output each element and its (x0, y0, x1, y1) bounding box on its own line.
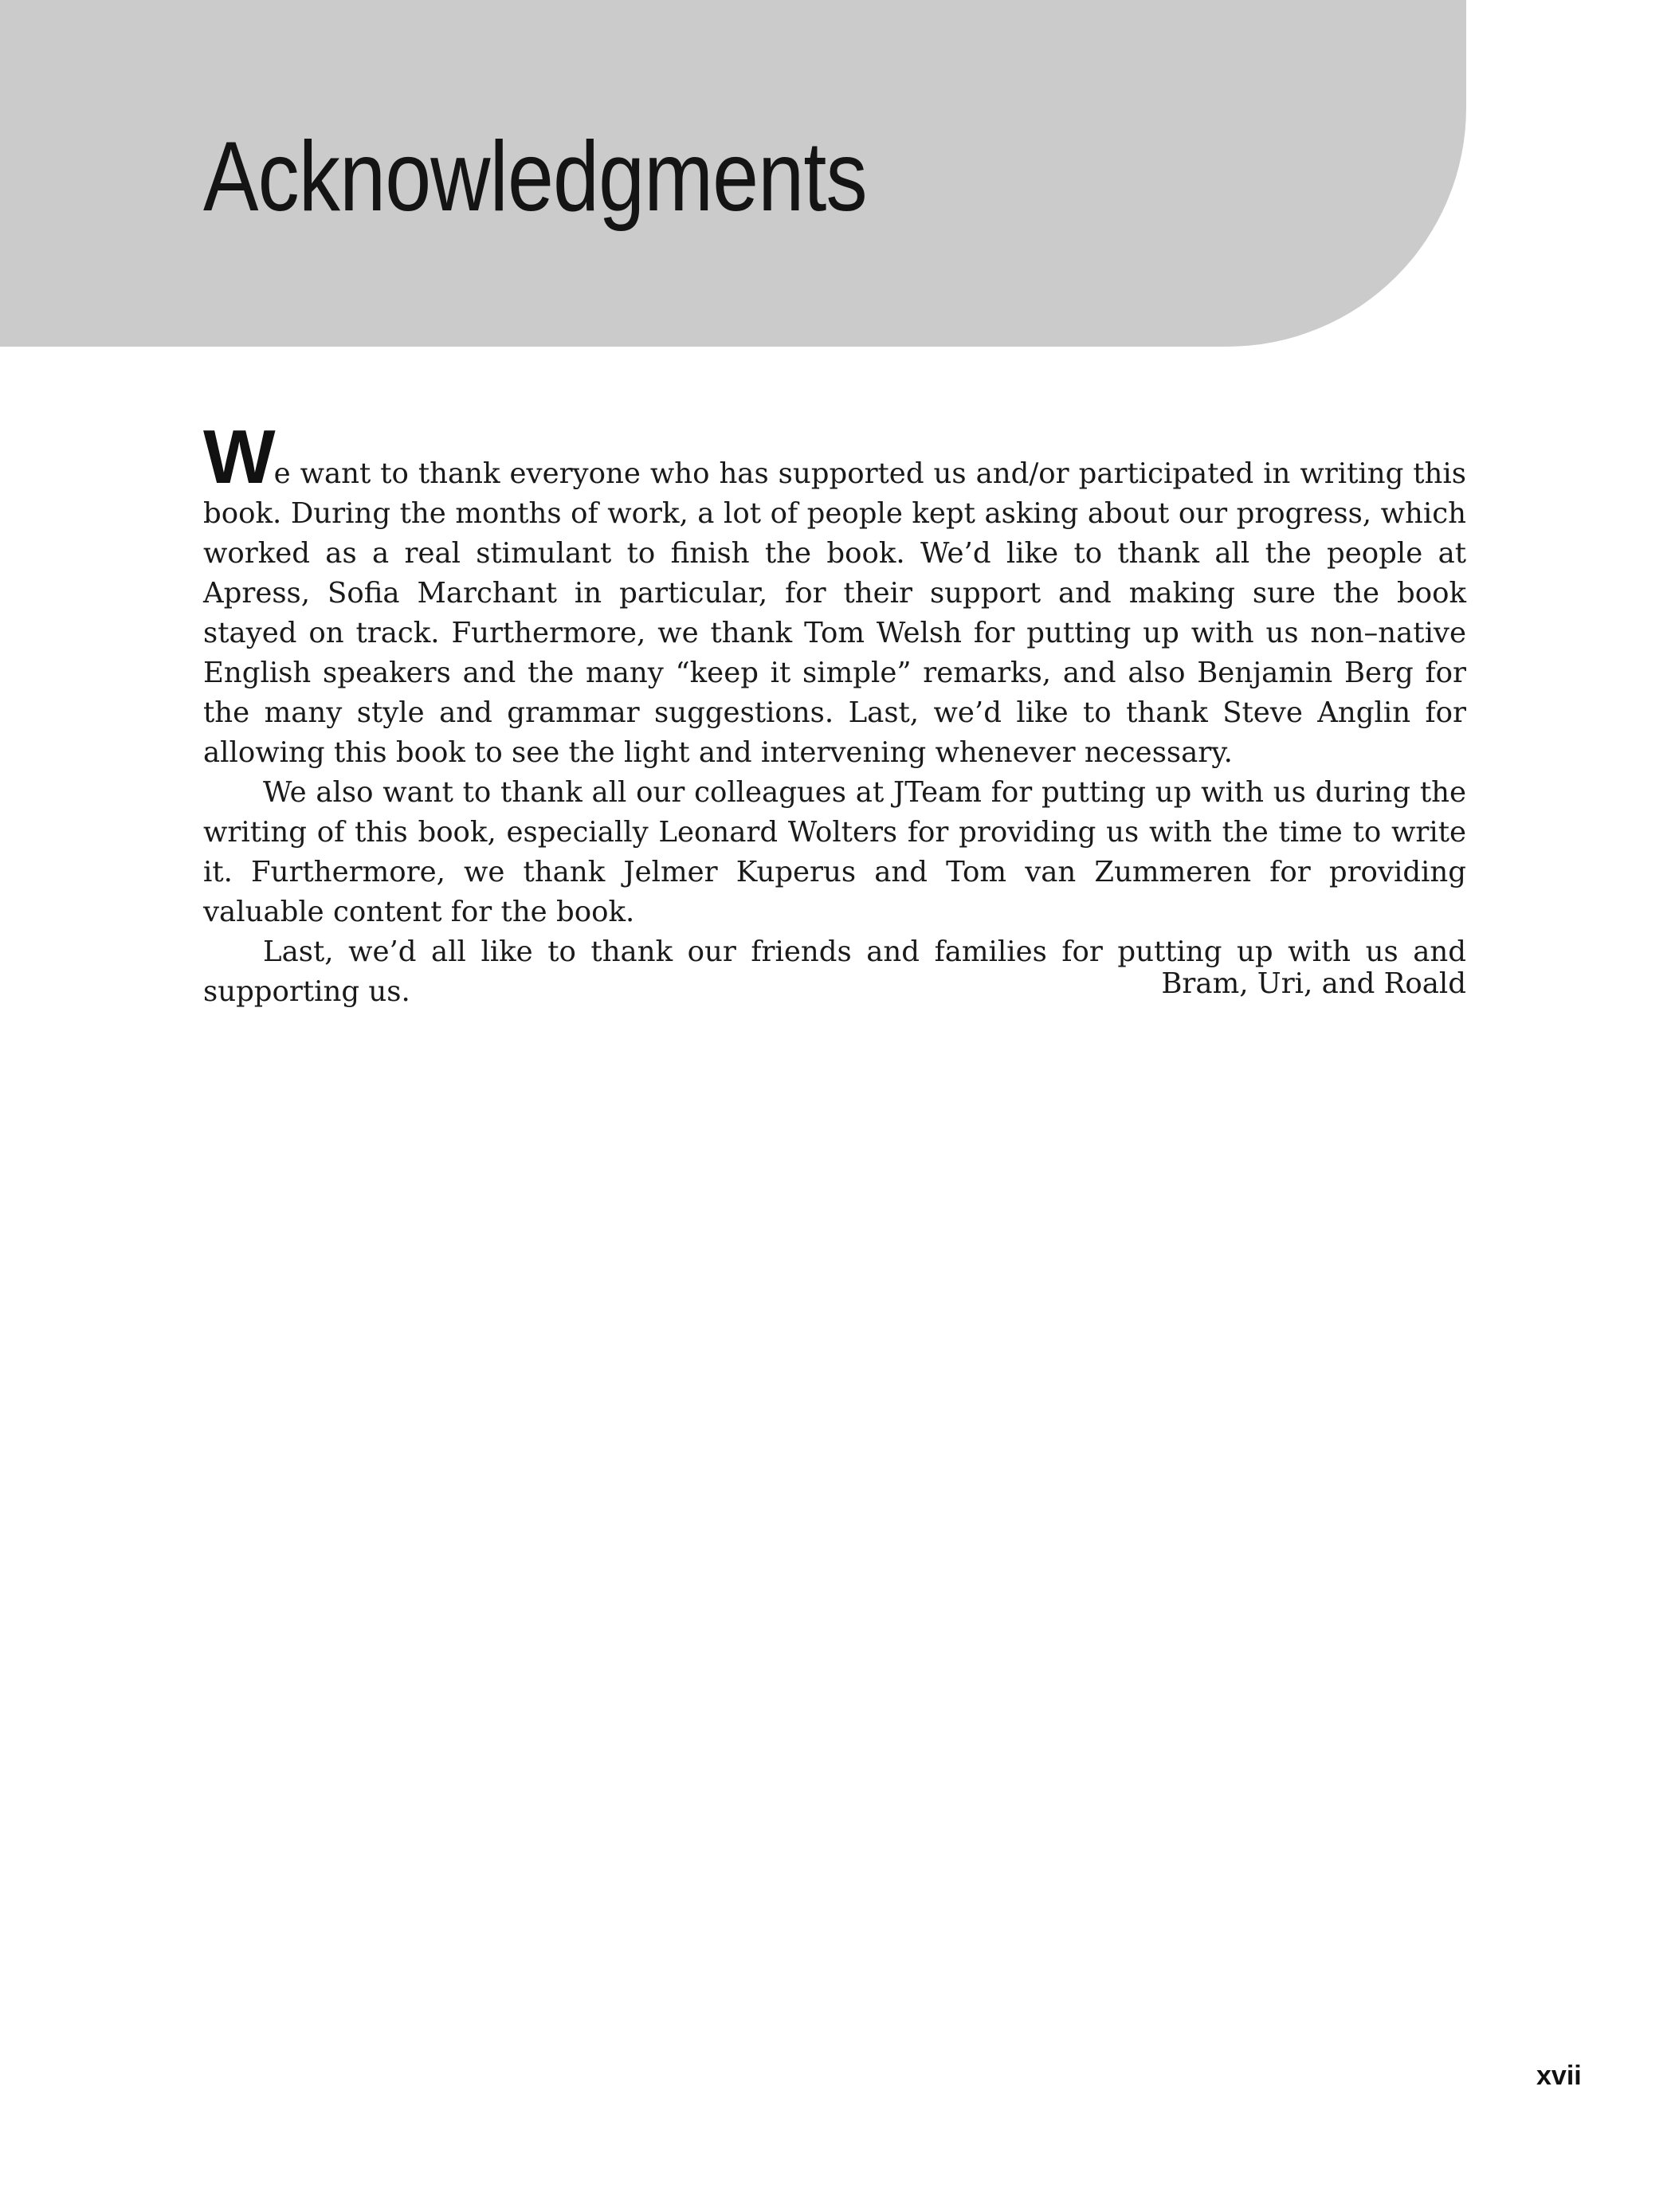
page-number: xvii (1536, 2061, 1582, 2091)
paragraph-1 (203, 414, 1466, 773)
signature: Bram, Uri, and Roald (1161, 967, 1466, 1000)
paragraph-3: Last, we’d all like to thank our friends and families for putting up with us and supporting us. (203, 935, 1466, 1008)
paragraph-2: We also want to thank all our colleagues at JTeam for putting up with us during the writing of this book, especially Leonard Wolters for providing us with the time to write it. Furthermore, we thank Jelmer Kuperus and Tom van Zummeren for providing valuable content for the book. (203, 776, 1466, 928)
drop-cap: W (203, 414, 274, 500)
acknowledgments-body (203, 414, 1466, 1012)
page-title: Acknowledgments (203, 122, 867, 232)
paragraph-1-text: e want to thank everyone who has supported us and/or participated in writing this book. During the months of work, a lot of people kept asking about our progress, which worked as a real stimulant to finish the book. We’d like to thank all the people at Apress, Sofia Marchant in particular, for their support and making sure the book stayed on track. Furthermore, we thank Tom Welsh for putting up with us non–native English speakers and the many “keep it simple” remarks, and also Benjamin Berg for the many style and grammar suggestions. Last, we’d like to thank Steve Anglin for allowing this book to see the light and intervening whenever necessary. (203, 457, 1466, 769)
